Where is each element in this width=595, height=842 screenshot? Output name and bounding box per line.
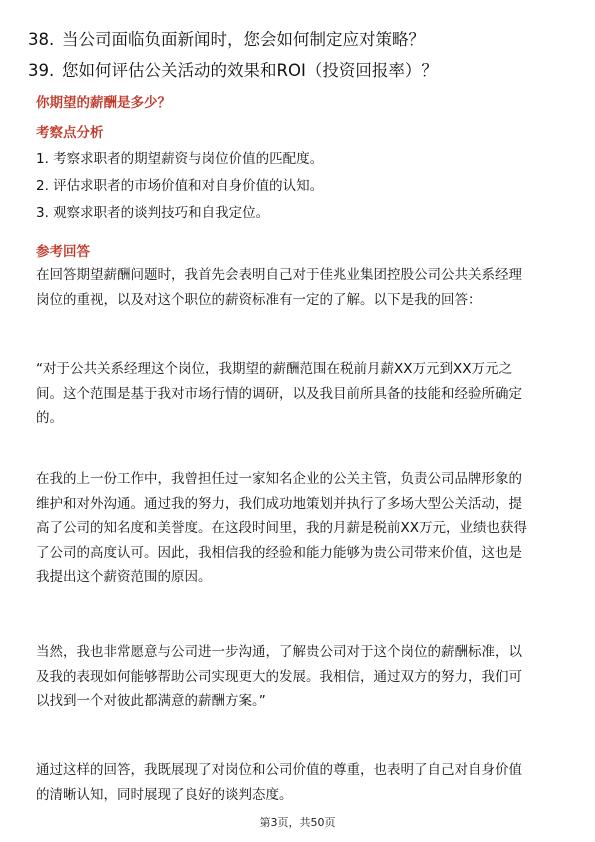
question-item [28, 55, 568, 86]
answer-quote-paragraph: “对于公共关系经理这个岗位，我期望的薪酬范围在税前月薪XX万元到XX万元之 间。这个范围是基于我对市场行情的调研，以及我目前所具备的技能和经验所确定 的。 [36, 361, 522, 426]
question-text: 您如何评估公关活动的效果和ROI（投资回报率）？ [62, 61, 438, 80]
question-text: 当公司面临负面新闻时，您会如何制定应对策略？ [62, 30, 425, 49]
answer-conclusion: 通过这样的回答，我既展现了对岗位和公司价值的尊重，也表明了自己对自身价值 的清晰认知，同时展现了良好的谈判态度。 [36, 762, 522, 803]
question-item [28, 24, 568, 55]
answer-quote-paragraph: 在我的上一份工作中，我曾担任过一家知名企业的公关主管，负责公司品牌形象的 维护和对外沟通。通过我的努力，我们成功地策划并执行了多场大型公关活动，提 高了公司的知名度和美誉度。在这段时间里，我的月薪是税前XX万元，业绩也获得 了公司的高度认可。因此，我相信我的经验和能力能够为贵公司带来价值，这也是 我提出这个薪资范围的原因。 [36, 471, 527, 585]
page-footer: 第3页，共50页 [259, 816, 336, 829]
answer-section [36, 241, 566, 263]
question-list [28, 24, 568, 86]
answer-quote-paragraph: 当然，我也非常愿意与公司进一步沟通，了解贵公司对于这个岗位的薪酬标准，以 及我的表现如何能够帮助公司实现更大的发展。我相信，通过双方的努力，我们可 以找到一个对彼此都满意的薪酬方案。” [36, 644, 522, 709]
analysis-section [36, 122, 566, 227]
answer-heading: 参考回答 [36, 244, 90, 260]
analysis-point: 3. 观察求职者的谈判技巧和自我定位。 [36, 205, 270, 221]
analysis-heading: 考察点分析 [36, 125, 104, 141]
answer-intro: 在回答期望薪酬问题时，我首先会表明自己对于佳兆业集团控股公司公共关系经理 岗位的重视，以及对这个职位的薪资标准有一定的了解。以下是我的回答： [36, 267, 522, 308]
main-question-section [36, 92, 566, 114]
analysis-point: 1. 考察求职者的期望薪资与岗位价值的匹配度。 [36, 151, 324, 167]
question-number: 39. [28, 61, 55, 80]
question-number: 38. [28, 30, 55, 49]
analysis-point: 2. 评估求职者的市场价值和对自身价值的认知。 [36, 178, 324, 194]
main-question-heading: 你期望的薪酬是多少？ [36, 95, 171, 111]
